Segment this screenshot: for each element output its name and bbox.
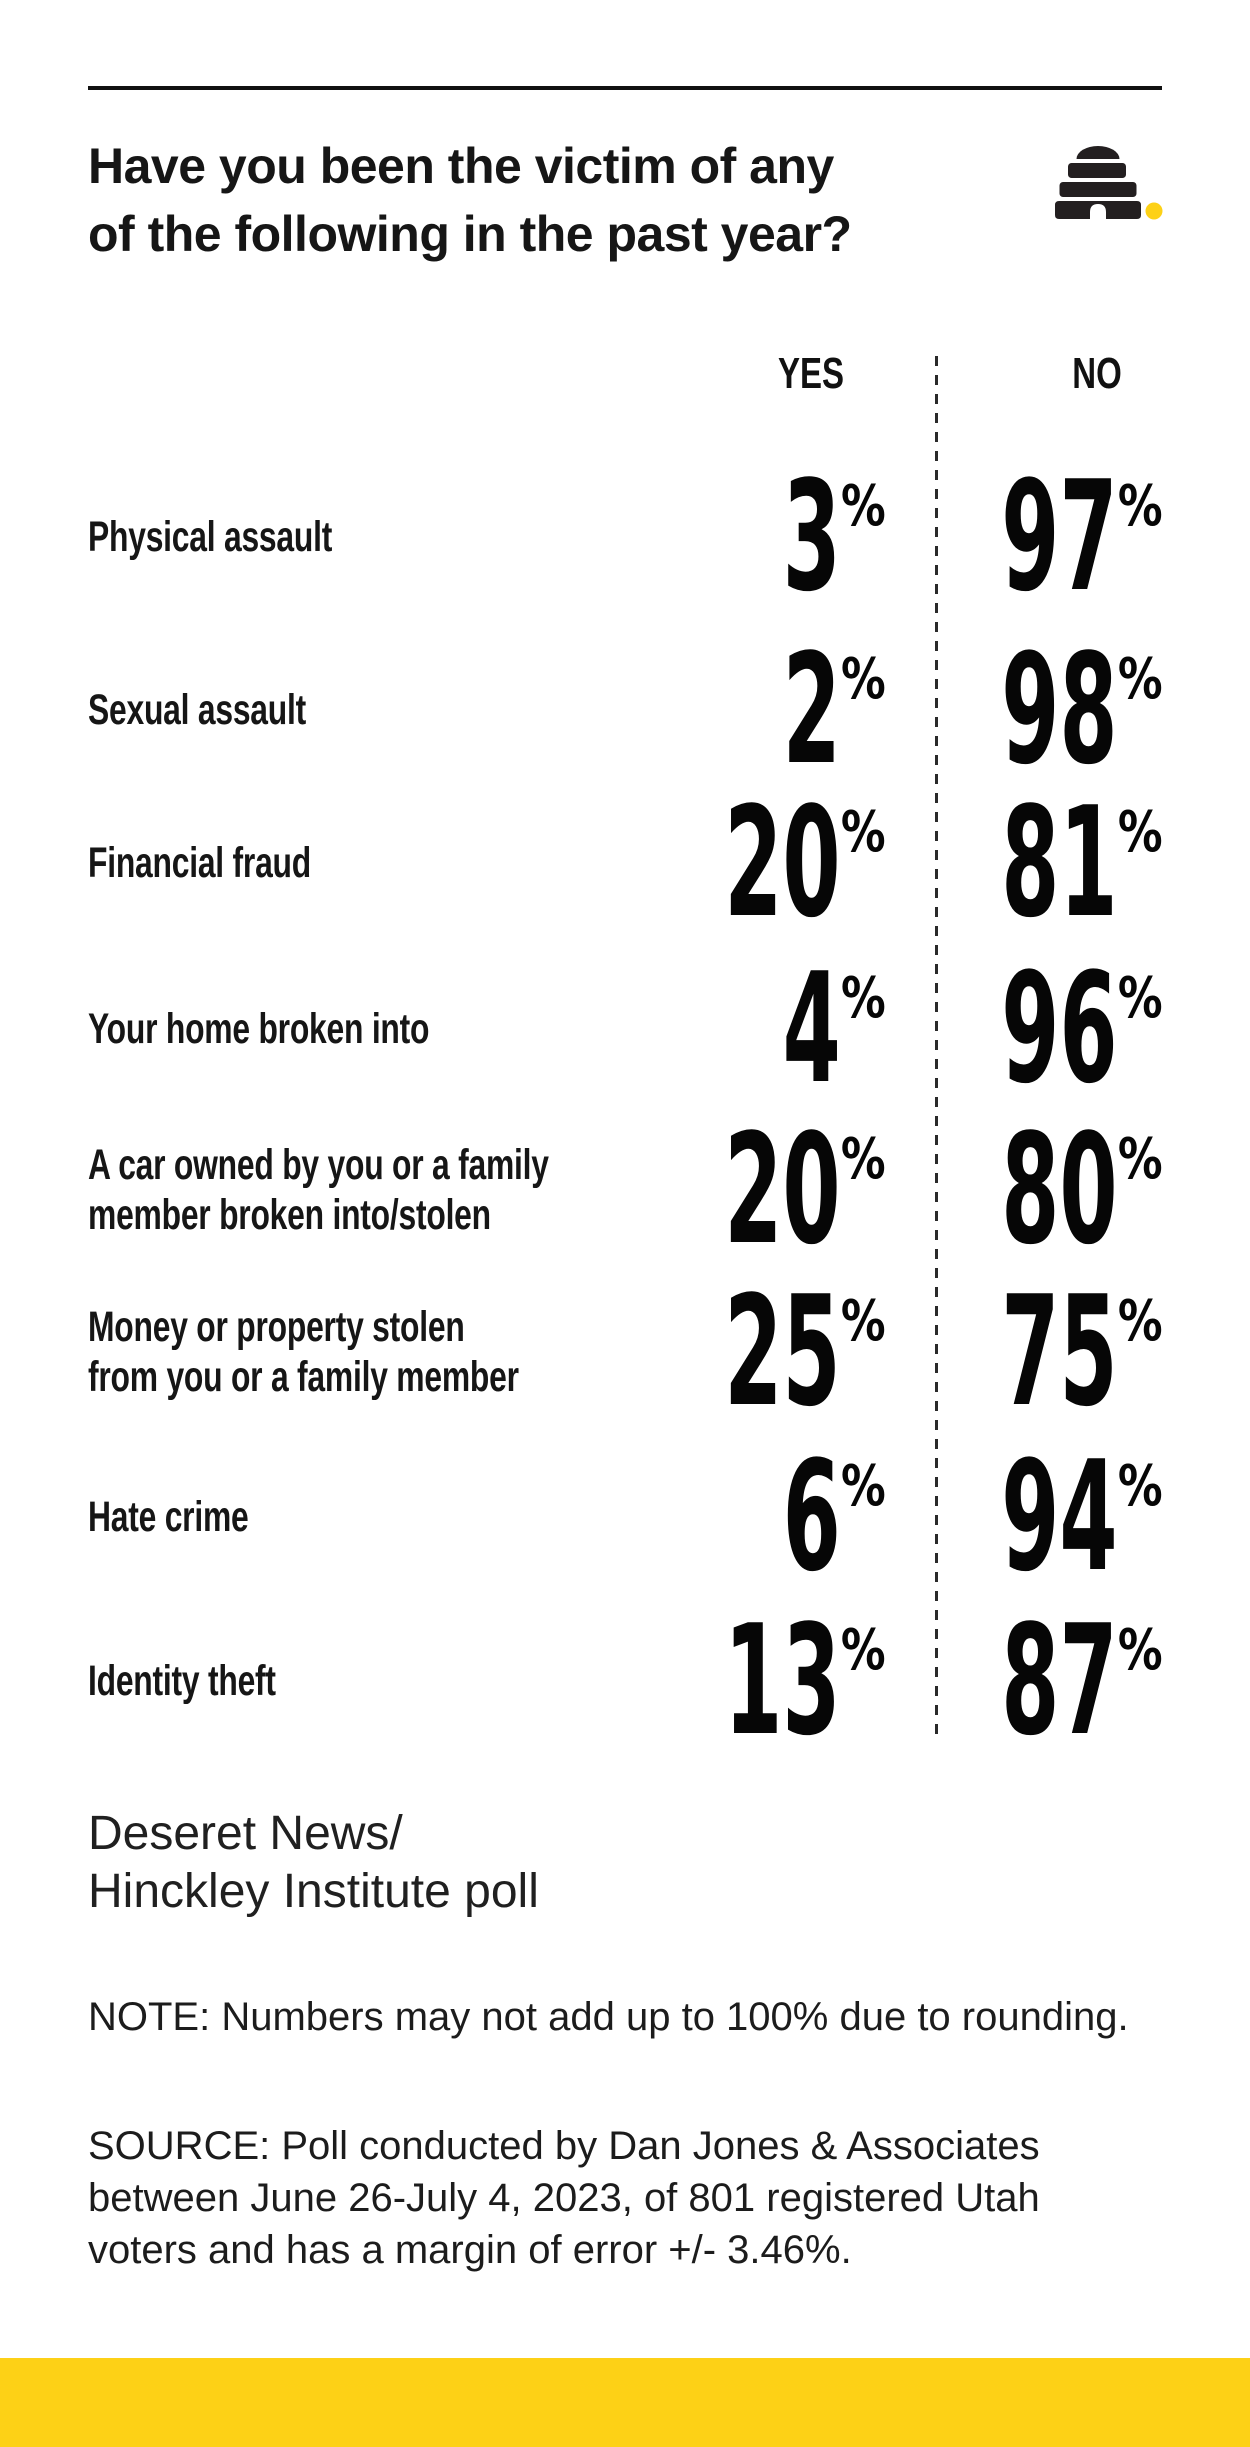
no-value: 97 % [1001, 448, 1163, 625]
row-label: Physical assault [88, 513, 333, 561]
row-label: Financial fraud [88, 839, 311, 887]
row-label: Sexual assault [88, 686, 306, 734]
poll-credit: Deseret News/ Hinckley Institute poll [88, 1807, 539, 1918]
percent-sign: % [840, 1454, 886, 1519]
yes-value: 20 % [724, 774, 886, 951]
percent-sign: % [1117, 800, 1163, 865]
percent-sign: % [840, 647, 886, 712]
table-row [88, 1592, 1163, 1769]
yes-value: 4 % [782, 940, 886, 1117]
source-text: SOURCE: Poll conducted by Dan Jones & Associates between June 26-July 4, 2023, of 801 registered Utah voters and has a margin of error +/- 3.46%. [88, 2124, 1040, 2272]
yes-value: 25 % [724, 1263, 886, 1440]
no-value: 80 % [1001, 1101, 1163, 1278]
percent-sign: % [1117, 647, 1163, 712]
table-row [88, 1263, 1163, 1440]
percent-sign: % [840, 1127, 886, 1192]
row-label: Money or property stolen from you or a family member [88, 1303, 519, 1401]
percent-sign: % [840, 800, 886, 865]
no-value: 96 % [1001, 940, 1163, 1117]
table-row [88, 621, 1163, 798]
table-row [88, 1428, 1163, 1605]
top-rule-divider [88, 86, 1162, 90]
logo-yellow-dot [1146, 203, 1163, 220]
percent-sign: % [1117, 1127, 1163, 1192]
no-value: 75 % [1001, 1263, 1163, 1440]
no-value: 98 % [1001, 621, 1163, 798]
yes-value: 3 % [782, 448, 886, 625]
percent-sign: % [1117, 474, 1163, 539]
percent-sign: % [1117, 1289, 1163, 1354]
percent-sign: % [1117, 1454, 1163, 1519]
yellow-accent-bar [0, 2358, 1250, 2447]
percent-sign: % [840, 966, 886, 1031]
table-row [88, 774, 1163, 951]
note-text: NOTE: Numbers may not add up to 100% due to rounding. [88, 1995, 1129, 2039]
row-label: Hate crime [88, 1493, 249, 1541]
row-label: A car owned by you or a family member broken into/stolen [88, 1141, 549, 1239]
percent-sign: % [840, 474, 886, 539]
no-value: 81 % [1001, 774, 1163, 951]
page-title [88, 132, 852, 268]
title-line-1: Have you been the victim of any [88, 138, 834, 194]
percent-sign: % [840, 1618, 886, 1683]
no-value: 87 % [1001, 1592, 1163, 1769]
column-header-no: NO [1072, 349, 1122, 398]
yes-value: 13 % [724, 1592, 886, 1769]
row-label: Identity theft [88, 1657, 276, 1705]
beehive-logo-icon [1052, 144, 1164, 222]
row-label: Your home broken into [88, 1005, 430, 1053]
yes-value: 6 % [782, 1428, 886, 1605]
yes-value: 20 % [724, 1101, 886, 1278]
title-line-2: of the following in the past year? [88, 206, 852, 262]
column-header-yes: YES [777, 349, 845, 398]
yes-value: 2 % [782, 621, 886, 798]
percent-sign: % [840, 1289, 886, 1354]
percent-sign: % [1117, 1618, 1163, 1683]
no-value: 94 % [1001, 1428, 1163, 1605]
table-row [88, 448, 1163, 625]
table-row [88, 940, 1163, 1117]
percent-sign: % [1117, 966, 1163, 1031]
table-row [88, 1101, 1163, 1278]
